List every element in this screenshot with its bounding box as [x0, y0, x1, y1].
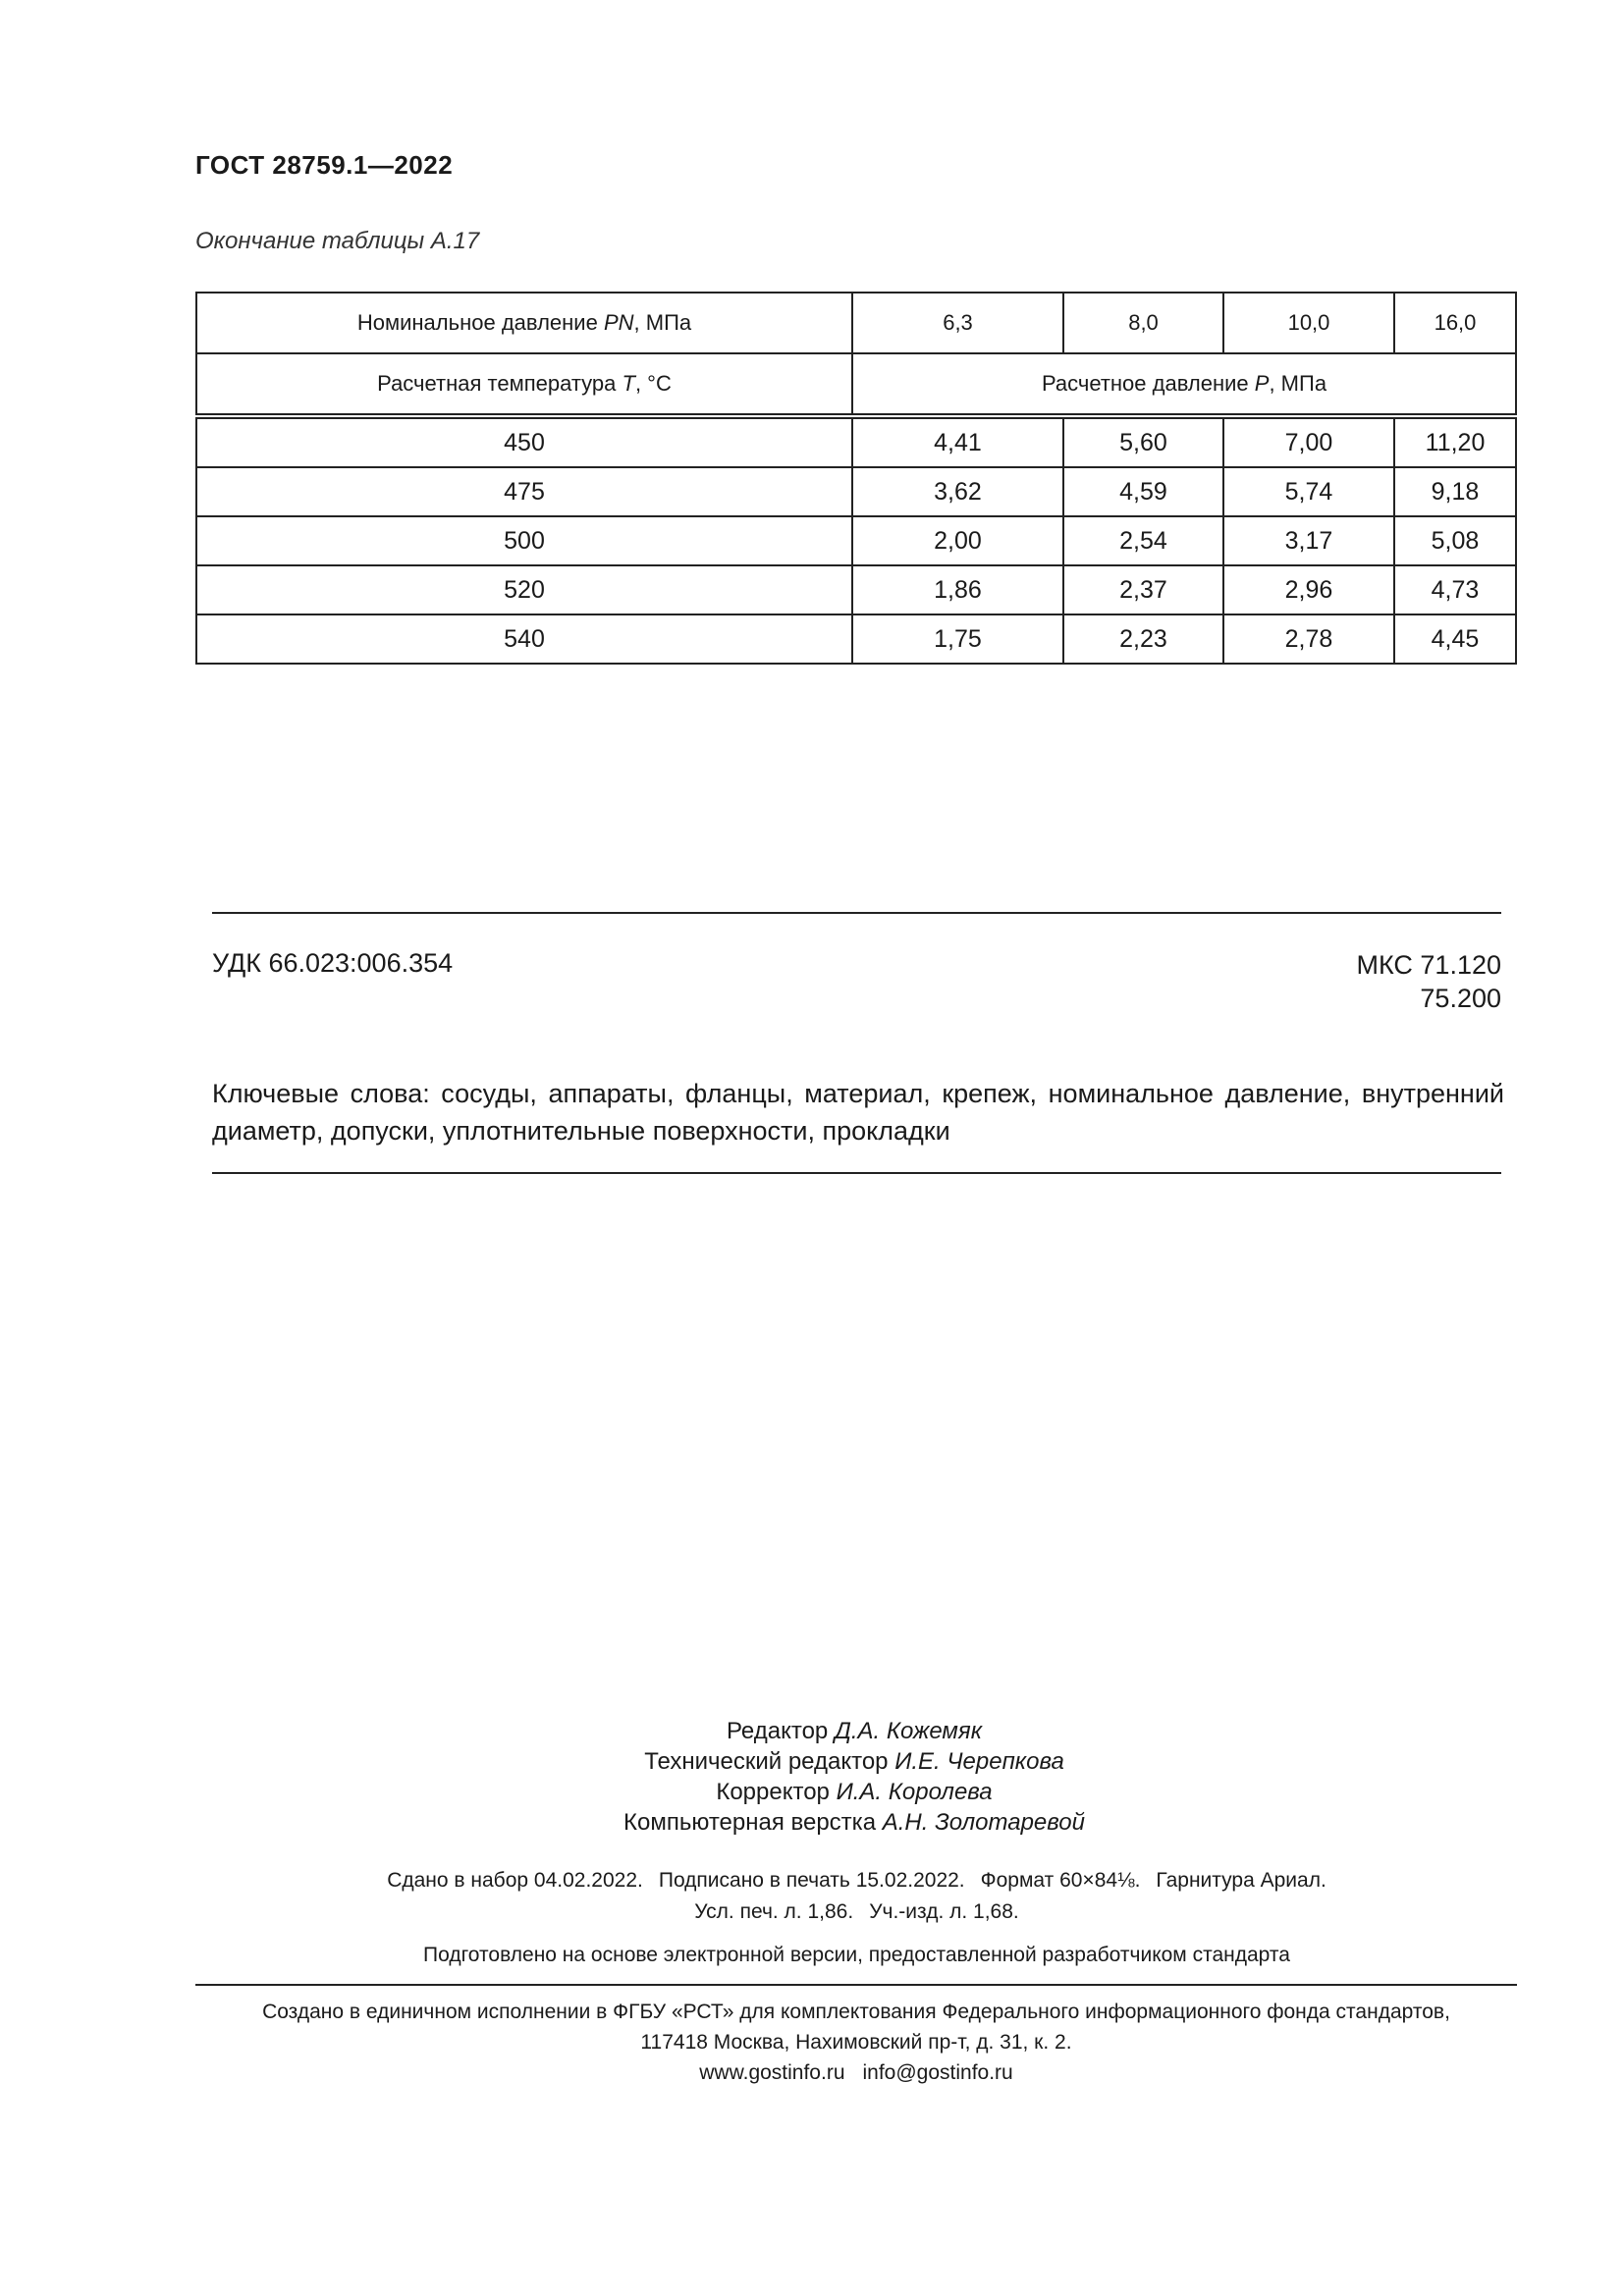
mks-codes [1357, 948, 1502, 1015]
website-link[interactable]: www.gostinfo.ru [699, 2061, 845, 2084]
pressure-cell: 2,23 [1063, 614, 1223, 664]
pressure-cell: 2,54 [1063, 516, 1223, 565]
pressure-cell: 9,18 [1394, 467, 1516, 516]
table-row [196, 614, 1516, 664]
divider-bottom [212, 1172, 1501, 1174]
pressure-cell: 2,78 [1223, 614, 1394, 664]
email-link[interactable]: info@gostinfo.ru [862, 2061, 1013, 2084]
pressure-cell: 5,74 [1223, 467, 1394, 516]
temperature-cell: 500 [196, 516, 852, 565]
publication-info [245, 1865, 1468, 1928]
pn-value-cell: 10,0 [1223, 293, 1394, 353]
udk-code: УДК 66.023:006.354 [212, 948, 454, 978]
keywords-paragraph: Ключевые слова: сосуды, аппараты, фланцы, материал, крепеж, номинальное давление, внутренний диаметр, допуски, уплотнительные поверхности, прокладки [212, 1079, 1504, 1146]
footer-line-3 [195, 2057, 1517, 2088]
temperature-cell: 475 [196, 467, 852, 516]
credit-tech-editor: Технический редактор И.Е. Черепкова [644, 1748, 1064, 1775]
pn-value-cell: 6,3 [852, 293, 1063, 353]
pressure-cell: 3,17 [1223, 516, 1394, 565]
pressure-cell: 4,73 [1394, 565, 1516, 614]
table-row [196, 467, 1516, 516]
pressure-cell: 2,00 [852, 516, 1063, 565]
publication-line-1: Сдано в набор 04.02.2022. Подписано в печать 15.02.2022. Формат 60×84⅛. Гарнитура Ариал. [387, 1869, 1326, 1892]
pressure-cell: 3,62 [852, 467, 1063, 516]
pressure-cell: 11,20 [1394, 416, 1516, 467]
pressure-cell: 4,45 [1394, 614, 1516, 664]
pressure-cell: 4,59 [1063, 467, 1223, 516]
temperature-cell: 520 [196, 565, 852, 614]
pressure-cell: 1,86 [852, 565, 1063, 614]
pressure-cell: 2,37 [1063, 565, 1223, 614]
mks-code-secondary: 75.200 [1420, 984, 1501, 1013]
table-row [196, 565, 1516, 614]
table-row [196, 516, 1516, 565]
credit-editor: Редактор Д.А. Кожемяк [726, 1718, 983, 1744]
standard-code: ГОСТ 28759.1—2022 [195, 150, 454, 180]
pn-value-cell: 16,0 [1394, 293, 1516, 353]
table-caption: Окончание таблицы А.17 [195, 228, 480, 254]
pn-header-cell: Номинальное давление PN, МПа [196, 293, 852, 353]
footer-line-1: Создано в единичном исполнении в ФГБУ «РСТ» для комплектования Федерального информационного фонда стандартов, [262, 2001, 1450, 2023]
prepared-note: Подготовлено на основе электронной версии, предоставленной разработчиком стандарта [423, 1944, 1290, 1966]
pressure-cell: 5,60 [1063, 416, 1223, 467]
pressure-cell: 2,96 [1223, 565, 1394, 614]
footer-block [195, 1997, 1517, 2088]
temperature-header-cell: Расчетная температура T, °С [196, 353, 852, 416]
pressure-header-cell: Расчетное давление P, МПа [852, 353, 1516, 416]
pressure-cell: 4,41 [852, 416, 1063, 467]
credits-block [550, 1716, 1159, 1838]
pressure-cell: 7,00 [1223, 416, 1394, 467]
divider-top [212, 912, 1501, 914]
table-header-row-temperature [196, 353, 1516, 416]
credit-corrector: Корректор И.А. Королева [716, 1779, 993, 1805]
footer-line-2: 117418 Москва, Нахимовский пр-т, д. 31, к. 2. [640, 2031, 1072, 2054]
mks-code-primary: МКС 71.120 [1356, 950, 1501, 980]
credit-layout: Компьютерная верстка А.Н. Золотаревой [623, 1809, 1085, 1836]
table-header-row-pn [196, 293, 1516, 353]
pressure-temperature-table [195, 292, 1517, 665]
pressure-cell: 5,08 [1394, 516, 1516, 565]
temperature-cell: 450 [196, 416, 852, 467]
table-row [196, 416, 1516, 467]
pressure-cell: 1,75 [852, 614, 1063, 664]
pn-value-cell: 8,0 [1063, 293, 1223, 353]
temperature-cell: 540 [196, 614, 852, 664]
publication-line-2: Усл. печ. л. 1,86. Уч.-изд. л. 1,68. [694, 1900, 1019, 1923]
footer-divider [195, 1984, 1517, 1986]
